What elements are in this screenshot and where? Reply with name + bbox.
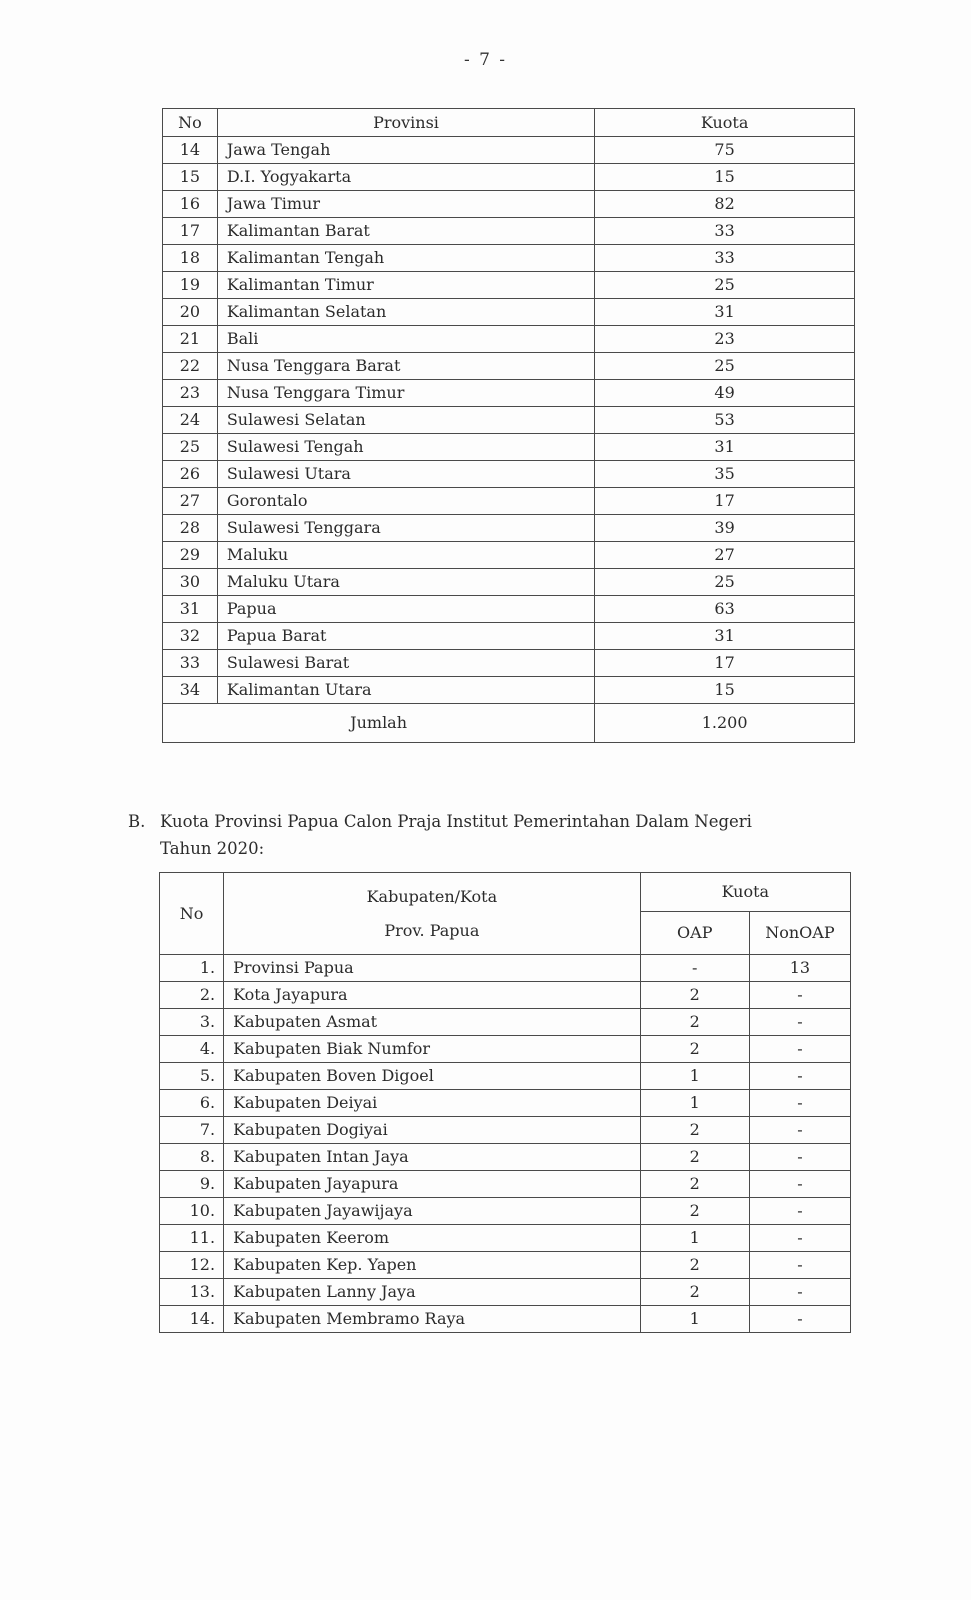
header-kuota: Kuota bbox=[640, 873, 850, 912]
row-kabupaten-kota: Kota Jayapura bbox=[224, 982, 641, 1009]
row-kuota: 63 bbox=[595, 596, 855, 623]
row-kabupaten-kota: Kabupaten Jayawijaya bbox=[224, 1198, 641, 1225]
table-row bbox=[163, 407, 855, 434]
table-row bbox=[160, 1252, 851, 1279]
province-quota-table bbox=[162, 108, 855, 743]
row-no: 28 bbox=[163, 515, 218, 542]
section-heading-line2: Tahun 2020: bbox=[160, 839, 265, 858]
row-oap: 2 bbox=[640, 1279, 749, 1306]
table-header-row bbox=[160, 873, 851, 912]
row-no: 25 bbox=[163, 434, 218, 461]
row-no: 30 bbox=[163, 569, 218, 596]
row-kabupaten-kota: Provinsi Papua bbox=[224, 955, 641, 982]
table-row bbox=[163, 434, 855, 461]
header-name-line1: Kabupaten/Kota bbox=[366, 886, 498, 906]
papua-regency-quota-table bbox=[159, 872, 851, 1333]
row-kabupaten-kota: Kabupaten Intan Jaya bbox=[224, 1144, 641, 1171]
header-kabupaten-kota bbox=[224, 873, 641, 955]
row-kabupaten-kota: Kabupaten Kep. Yapen bbox=[224, 1252, 641, 1279]
row-nonoap: - bbox=[749, 1009, 850, 1036]
row-no: 4. bbox=[160, 1036, 224, 1063]
row-kuota: 15 bbox=[595, 164, 855, 191]
row-provinsi: Sulawesi Selatan bbox=[217, 407, 594, 434]
row-no: 26 bbox=[163, 461, 218, 488]
header-no: No bbox=[160, 873, 224, 955]
row-provinsi: Kalimantan Tengah bbox=[217, 245, 594, 272]
row-oap: 2 bbox=[640, 1252, 749, 1279]
row-oap: 2 bbox=[640, 1036, 749, 1063]
row-kuota: 25 bbox=[595, 569, 855, 596]
row-no: 14 bbox=[163, 137, 218, 164]
row-no: 15 bbox=[163, 164, 218, 191]
table-row bbox=[160, 1063, 851, 1090]
row-kabupaten-kota: Kabupaten Biak Numfor bbox=[224, 1036, 641, 1063]
table-row bbox=[163, 218, 855, 245]
row-no: 11. bbox=[160, 1225, 224, 1252]
row-provinsi: Gorontalo bbox=[217, 488, 594, 515]
row-kuota: 39 bbox=[595, 515, 855, 542]
row-no: 20 bbox=[163, 299, 218, 326]
row-provinsi: Kalimantan Utara bbox=[217, 677, 594, 704]
table-row bbox=[163, 326, 855, 353]
table-row bbox=[163, 650, 855, 677]
table-row bbox=[163, 299, 855, 326]
table-row bbox=[163, 137, 855, 164]
row-nonoap: - bbox=[749, 1198, 850, 1225]
total-row bbox=[163, 704, 855, 743]
row-provinsi: Nusa Tenggara Barat bbox=[217, 353, 594, 380]
row-no: 2. bbox=[160, 982, 224, 1009]
row-kabupaten-kota: Kabupaten Lanny Jaya bbox=[224, 1279, 641, 1306]
table-row bbox=[163, 164, 855, 191]
total-value: 1.200 bbox=[595, 704, 855, 743]
row-no: 3. bbox=[160, 1009, 224, 1036]
row-kuota: 33 bbox=[595, 245, 855, 272]
table-row bbox=[163, 623, 855, 650]
page-number: - 7 - bbox=[463, 50, 508, 70]
row-provinsi: Nusa Tenggara Timur bbox=[217, 380, 594, 407]
header-no: No bbox=[163, 109, 218, 137]
row-no: 13. bbox=[160, 1279, 224, 1306]
row-no: 9. bbox=[160, 1171, 224, 1198]
row-provinsi: Kalimantan Timur bbox=[217, 272, 594, 299]
row-no: 10. bbox=[160, 1198, 224, 1225]
table-row bbox=[160, 1198, 851, 1225]
row-no: 31 bbox=[163, 596, 218, 623]
header-oap: OAP bbox=[640, 912, 749, 955]
header-provinsi: Provinsi bbox=[217, 109, 594, 137]
row-nonoap: - bbox=[749, 1306, 850, 1333]
row-kuota: 82 bbox=[595, 191, 855, 218]
header-name-line2: Prov. Papua bbox=[384, 920, 480, 940]
row-oap: 1 bbox=[640, 1063, 749, 1090]
header-kuota: Kuota bbox=[595, 109, 855, 137]
row-no: 34 bbox=[163, 677, 218, 704]
row-kabupaten-kota: Kabupaten Jayapura bbox=[224, 1171, 641, 1198]
row-kuota: 25 bbox=[595, 272, 855, 299]
row-oap: 1 bbox=[640, 1090, 749, 1117]
table-row bbox=[163, 245, 855, 272]
row-kabupaten-kota: Kabupaten Boven Digoel bbox=[224, 1063, 641, 1090]
row-provinsi: D.I. Yogyakarta bbox=[217, 164, 594, 191]
row-kuota: 15 bbox=[595, 677, 855, 704]
row-oap: 2 bbox=[640, 982, 749, 1009]
table-row bbox=[160, 955, 851, 982]
row-nonoap: - bbox=[749, 1036, 850, 1063]
table-row bbox=[163, 461, 855, 488]
table-row bbox=[160, 1171, 851, 1198]
section-b-heading bbox=[128, 808, 858, 862]
row-no: 24 bbox=[163, 407, 218, 434]
row-kabupaten-kota: Kabupaten Deiyai bbox=[224, 1090, 641, 1117]
table-row bbox=[163, 596, 855, 623]
total-label: Jumlah bbox=[163, 704, 595, 743]
row-provinsi: Maluku bbox=[217, 542, 594, 569]
table-row bbox=[160, 982, 851, 1009]
table-row bbox=[160, 1090, 851, 1117]
row-kuota: 17 bbox=[595, 488, 855, 515]
row-kuota: 49 bbox=[595, 380, 855, 407]
papua-regency-quota-body bbox=[160, 955, 851, 1333]
row-oap: 1 bbox=[640, 1225, 749, 1252]
row-nonoap: - bbox=[749, 1225, 850, 1252]
row-no: 19 bbox=[163, 272, 218, 299]
table-row bbox=[163, 677, 855, 704]
row-no: 1. bbox=[160, 955, 224, 982]
row-no: 12. bbox=[160, 1252, 224, 1279]
row-provinsi: Sulawesi Utara bbox=[217, 461, 594, 488]
row-no: 33 bbox=[163, 650, 218, 677]
province-quota-body bbox=[163, 137, 855, 704]
row-no: 32 bbox=[163, 623, 218, 650]
table-row bbox=[163, 488, 855, 515]
row-no: 14. bbox=[160, 1306, 224, 1333]
row-kabupaten-kota: Kabupaten Asmat bbox=[224, 1009, 641, 1036]
row-nonoap: - bbox=[749, 1279, 850, 1306]
row-no: 18 bbox=[163, 245, 218, 272]
row-no: 5. bbox=[160, 1063, 224, 1090]
row-provinsi: Sulawesi Barat bbox=[217, 650, 594, 677]
row-nonoap: - bbox=[749, 1171, 850, 1198]
table-row bbox=[160, 1306, 851, 1333]
row-kuota: 27 bbox=[595, 542, 855, 569]
table-row bbox=[160, 1036, 851, 1063]
row-oap: 1 bbox=[640, 1306, 749, 1333]
row-kuota: 25 bbox=[595, 353, 855, 380]
table-row bbox=[160, 1117, 851, 1144]
row-no: 29 bbox=[163, 542, 218, 569]
row-kabupaten-kota: Kabupaten Keerom bbox=[224, 1225, 641, 1252]
row-kuota: 35 bbox=[595, 461, 855, 488]
row-no: 17 bbox=[163, 218, 218, 245]
row-no: 21 bbox=[163, 326, 218, 353]
row-kuota: 31 bbox=[595, 299, 855, 326]
table-row bbox=[160, 1144, 851, 1171]
table-row bbox=[163, 380, 855, 407]
row-no: 27 bbox=[163, 488, 218, 515]
row-kuota: 33 bbox=[595, 218, 855, 245]
table-row bbox=[163, 191, 855, 218]
row-provinsi: Kalimantan Selatan bbox=[217, 299, 594, 326]
table-row bbox=[163, 272, 855, 299]
row-provinsi: Sulawesi Tenggara bbox=[217, 515, 594, 542]
row-nonoap: 13 bbox=[749, 955, 850, 982]
row-oap: 2 bbox=[640, 1144, 749, 1171]
row-oap: 2 bbox=[640, 1171, 749, 1198]
row-nonoap: - bbox=[749, 1063, 850, 1090]
table-row bbox=[160, 1009, 851, 1036]
row-oap: - bbox=[640, 955, 749, 982]
row-nonoap: - bbox=[749, 1144, 850, 1171]
table-row bbox=[163, 353, 855, 380]
section-marker: B. bbox=[128, 812, 146, 831]
row-provinsi: Papua Barat bbox=[217, 623, 594, 650]
row-nonoap: - bbox=[749, 1117, 850, 1144]
row-nonoap: - bbox=[749, 1252, 850, 1279]
row-no: 6. bbox=[160, 1090, 224, 1117]
row-oap: 2 bbox=[640, 1198, 749, 1225]
row-kuota: 23 bbox=[595, 326, 855, 353]
header-nonoap: NonOAP bbox=[749, 912, 850, 955]
row-nonoap: - bbox=[749, 982, 850, 1009]
section-heading-line1: Kuota Provinsi Papua Calon Praja Institut Pemerintahan Dalam Negeri bbox=[160, 812, 752, 831]
row-kuota: 75 bbox=[595, 137, 855, 164]
table-row bbox=[160, 1279, 851, 1306]
row-nonoap: - bbox=[749, 1090, 850, 1117]
row-provinsi: Papua bbox=[217, 596, 594, 623]
row-no: 7. bbox=[160, 1117, 224, 1144]
row-oap: 2 bbox=[640, 1117, 749, 1144]
row-provinsi: Kalimantan Barat bbox=[217, 218, 594, 245]
row-provinsi: Maluku Utara bbox=[217, 569, 594, 596]
row-kabupaten-kota: Kabupaten Membramo Raya bbox=[224, 1306, 641, 1333]
row-no: 16 bbox=[163, 191, 218, 218]
row-oap: 2 bbox=[640, 1009, 749, 1036]
row-no: 23 bbox=[163, 380, 218, 407]
row-provinsi: Sulawesi Tengah bbox=[217, 434, 594, 461]
table-row bbox=[160, 1225, 851, 1252]
row-provinsi: Bali bbox=[217, 326, 594, 353]
row-kuota: 53 bbox=[595, 407, 855, 434]
table-row bbox=[163, 569, 855, 596]
row-provinsi: Jawa Timur bbox=[217, 191, 594, 218]
row-kabupaten-kota: Kabupaten Dogiyai bbox=[224, 1117, 641, 1144]
row-kuota: 31 bbox=[595, 434, 855, 461]
row-no: 22 bbox=[163, 353, 218, 380]
row-kuota: 31 bbox=[595, 623, 855, 650]
row-no: 8. bbox=[160, 1144, 224, 1171]
row-provinsi: Jawa Tengah bbox=[217, 137, 594, 164]
row-kuota: 17 bbox=[595, 650, 855, 677]
table-row bbox=[163, 542, 855, 569]
table-row bbox=[163, 515, 855, 542]
table-header-row bbox=[163, 109, 855, 137]
